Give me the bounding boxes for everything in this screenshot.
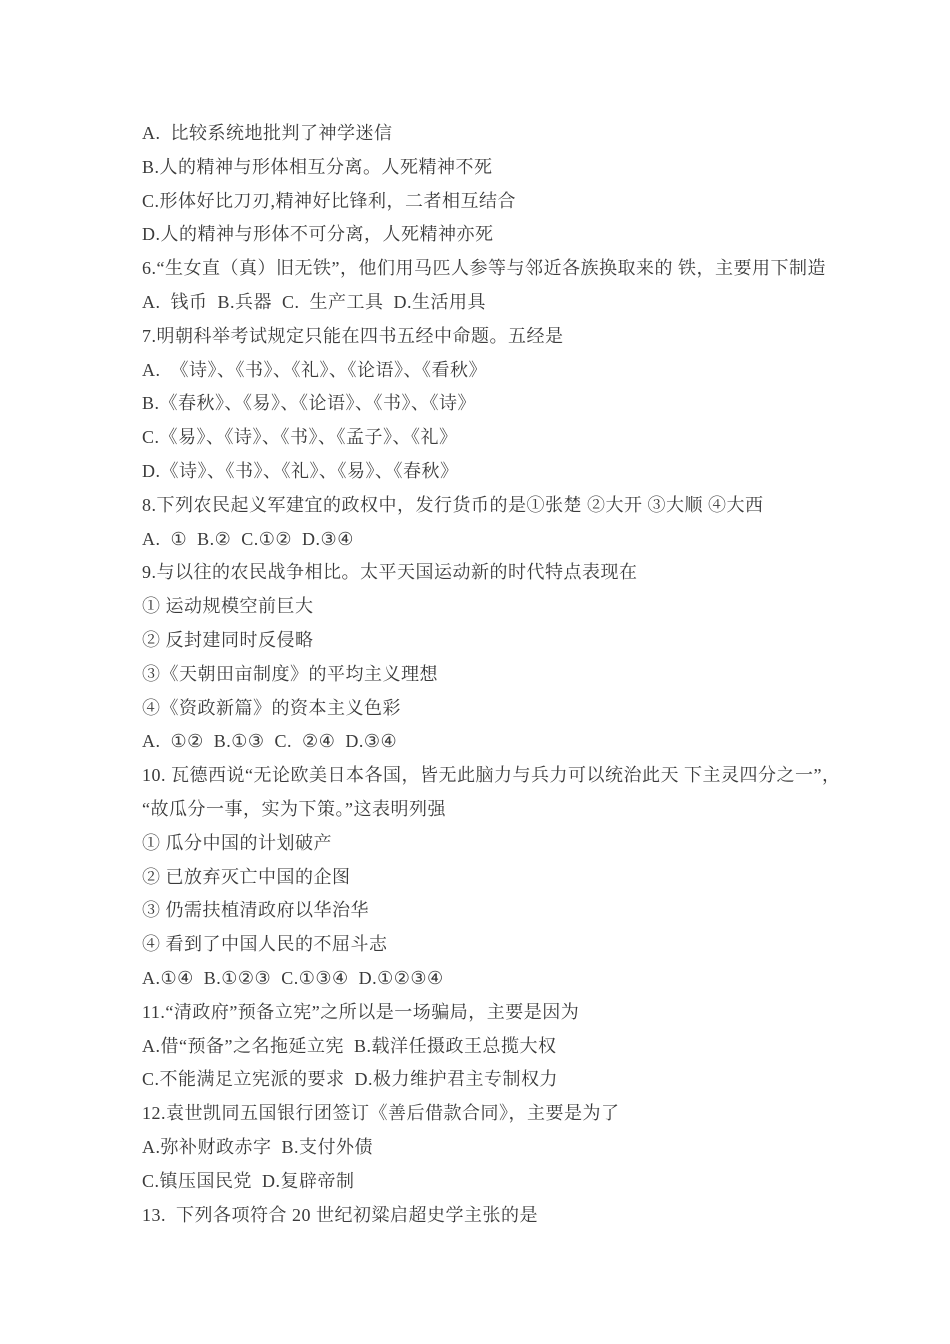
question-7 xyxy=(142,320,902,489)
question-11 xyxy=(142,996,902,1097)
text-line: ③ 仍需扶植清政府以华治华 xyxy=(142,900,369,921)
text-line: ② 反封建同时反侵略 xyxy=(142,629,314,650)
text-line: ① 瓜分中国的计划破产 xyxy=(142,832,332,853)
question-6 xyxy=(142,252,902,320)
text-line: 7.明朝科举考试规定只能在四书五经中命题。五经是 xyxy=(142,325,564,346)
text-line: 8.下列农民起义军建宜的政权中，发行货币的是①张楚 ②大开 ③大顺 ④大西 xyxy=(142,494,764,515)
question-8 xyxy=(142,489,902,557)
text-line: ④《资政新篇》的资本主义色彩 xyxy=(142,697,401,718)
text-line: “故瓜分一事，实为下策。”这表明列强 xyxy=(142,798,446,819)
text-line: B.《春秋》、《易》、《论语》、《书》、《诗》 xyxy=(142,393,477,414)
text-line: C.不能满足立宪派的要求 D.极力维护君主专制权力 xyxy=(142,1069,559,1090)
text-line: 9.与以往的农民战争相比。太平天国运动新的时代特点表现在 xyxy=(142,562,638,583)
question-10 xyxy=(142,759,902,996)
text-line: ① 运动规模空前巨大 xyxy=(142,596,314,617)
question-9 xyxy=(142,556,902,759)
text-line: D.人的精神与形体不可分离，人死精神亦死 xyxy=(142,224,494,245)
text-line: A. ① B.② C.①② D.③④ xyxy=(142,528,354,549)
text-line: 6.“生女直（真）旧无铁”，他们用马匹人参等与邻近各族换取来的 铁，主要用下制造 xyxy=(142,258,826,279)
exam-text-block xyxy=(142,117,902,1232)
text-line: ② 已放弃灭亡中国的企图 xyxy=(142,866,351,887)
text-line: A.弥补财政赤字 B.支付外债 xyxy=(142,1136,374,1157)
question-5-options xyxy=(142,117,902,252)
text-line: A. 钱币 B.兵器 C. 生产工具 D.生活用具 xyxy=(142,291,487,312)
text-line: 12.袁世凯同五国银行团签订《善后借款合同》，主要是为了 xyxy=(142,1103,620,1124)
text-line: A.①④ B.①②③ C.①③④ D.①②③④ xyxy=(142,967,444,988)
text-line: A. ①② B.①③ C. ②④ D.③④ xyxy=(142,731,398,752)
text-line: C.《易》、《诗》、《书》、《孟子》、《礼》 xyxy=(142,427,458,448)
text-line: B.人的精神与形体相互分离。人死精神不死 xyxy=(142,156,493,177)
text-line: 13. 下列各项符合 20 世纪初粱启超史学主张的是 xyxy=(142,1204,538,1225)
text-line: 11.“清政府”预备立宪”之所以是一场骗局，主要是因为 xyxy=(142,1001,580,1022)
text-line: A. 《诗》、《书》、《礼》、《论语》、《看秋》 xyxy=(142,359,487,380)
text-line: D.《诗》、《书》、《礼》、《易》、《春秋》 xyxy=(142,460,459,481)
question-12 xyxy=(142,1097,902,1198)
text-line: 10. 瓦德西说“无论欧美日本各国，皆无此脑力与兵力可以统治此天 下主灵四分之一”， xyxy=(142,765,841,786)
question-13 xyxy=(142,1199,902,1233)
text-line: A.借“预备”之名拖延立宪 B.载洋任摄政王总揽大权 xyxy=(142,1035,557,1056)
text-line: ③《天朝田亩制度》的平均主义理想 xyxy=(142,663,438,684)
text-line: C.形体好比刀刃,精神好比锋利，二者相互结合 xyxy=(142,190,517,211)
text-line: A. 比较系统地批判了神学迷信 xyxy=(142,123,393,143)
text-line: ④ 看到了中国人民的不屈斗志 xyxy=(142,934,388,955)
text-line: C.镇压国民党 D.复辟帝制 xyxy=(142,1170,355,1191)
